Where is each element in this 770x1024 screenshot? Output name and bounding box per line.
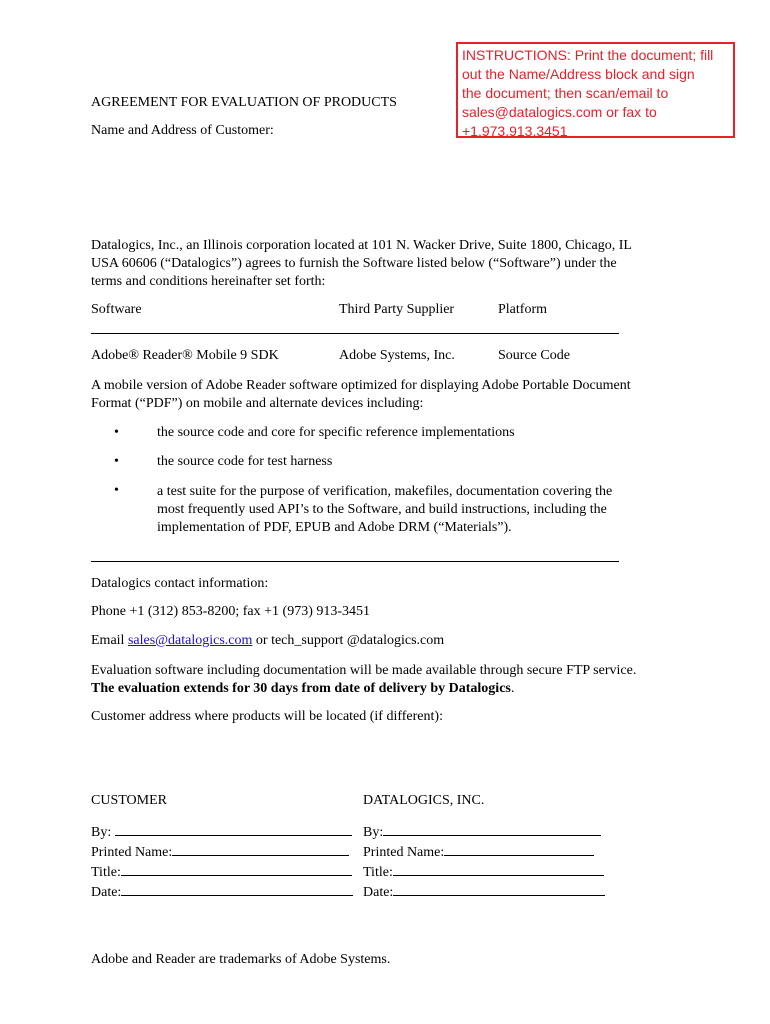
instructions-line: INSTRUCTIONS: Print the document; fill bbox=[462, 47, 714, 63]
table-cell-supplier: Adobe Systems, Inc. bbox=[339, 348, 455, 363]
signature-line bbox=[393, 882, 605, 896]
field-label: By: bbox=[363, 825, 384, 840]
signature-line bbox=[115, 822, 352, 836]
contact-email bbox=[91, 633, 444, 649]
bullet-item: the source code for test harness bbox=[157, 454, 333, 469]
table-cell-platform: Source Code bbox=[498, 348, 570, 363]
description-line: Format (“PDF”) on mobile and alternate devices including: bbox=[91, 396, 424, 411]
intro-line: USA 60606 (“Datalogics”) agrees to furnish the Software listed below (“Software”) under the bbox=[91, 256, 617, 271]
customer-signature-block bbox=[91, 822, 353, 902]
customer-date-field[interactable] bbox=[91, 882, 353, 902]
field-label: Date: bbox=[91, 885, 122, 900]
intro-paragraph bbox=[91, 237, 632, 291]
evaluation-paragraph bbox=[91, 662, 636, 698]
instructions-line: out the Name/Address block and sign bbox=[462, 66, 695, 82]
bullet-item-line: implementation of PDF, EPUB and Adobe DRM (“Materials”). bbox=[157, 520, 512, 535]
table-header-software: Software bbox=[91, 302, 142, 317]
signature-line bbox=[172, 842, 349, 856]
document-title: AGREEMENT FOR EVALUATION OF PRODUCTS bbox=[91, 95, 397, 110]
bullet-icon: • bbox=[114, 483, 119, 498]
bullet-item-line: a test suite for the purpose of verification, makefiles, documentation covering the bbox=[157, 484, 613, 499]
bullet-icon: • bbox=[114, 454, 119, 469]
table-header-platform: Platform bbox=[498, 302, 547, 317]
datalogics-heading: DATALOGICS, INC. bbox=[363, 793, 485, 808]
signature-line bbox=[121, 862, 352, 876]
field-label: Date: bbox=[363, 885, 394, 900]
datalogics-by-field[interactable] bbox=[363, 822, 605, 842]
bullet-item: the source code and core for specific reference implementations bbox=[157, 425, 515, 440]
table-cell-software: Adobe® Reader® Mobile 9 SDK bbox=[91, 348, 279, 363]
evaluation-line bbox=[91, 680, 636, 698]
bullet-item-line: most frequently used API’s to the Software, and build instructions, including the bbox=[157, 502, 607, 517]
instructions-line: sales@datalogics.com or fax to bbox=[462, 104, 657, 120]
email-suffix: or tech_support @datalogics.com bbox=[252, 633, 445, 648]
signature-line bbox=[383, 822, 601, 836]
datalogics-signature-block bbox=[363, 822, 605, 902]
datalogics-title-field[interactable] bbox=[363, 862, 605, 882]
intro-line: terms and conditions hereinafter set forth: bbox=[91, 274, 326, 289]
customer-by-field[interactable] bbox=[91, 822, 353, 842]
email-prefix: Email bbox=[91, 633, 128, 648]
customer-title-field[interactable] bbox=[91, 862, 353, 882]
name-address-label: Name and Address of Customer: bbox=[91, 123, 274, 138]
customer-printed-name-field[interactable] bbox=[91, 842, 353, 862]
bullet-icon: • bbox=[114, 425, 119, 440]
field-label: Printed Name: bbox=[91, 845, 173, 860]
signature-line bbox=[444, 842, 594, 856]
description-line: A mobile version of Adobe Reader software optimized for displaying Adobe Portable Document bbox=[91, 378, 631, 393]
contact-heading: Datalogics contact information: bbox=[91, 576, 269, 591]
trademark-footer: Adobe and Reader are trademarks of Adobe Systems. bbox=[91, 952, 391, 967]
evaluation-line: Evaluation software including documentation will be made available through secure FTP service. bbox=[91, 663, 637, 678]
field-label: Title: bbox=[363, 865, 393, 880]
bullet-item bbox=[157, 483, 612, 537]
instructions-line: +1.973.913.3451 bbox=[462, 123, 568, 139]
field-label: Title: bbox=[91, 865, 121, 880]
intro-line: Datalogics, Inc., an Illinois corporation located at 101 N. Wacker Drive, Suite 1800, Chicago, IL bbox=[91, 238, 632, 253]
signature-line bbox=[121, 882, 353, 896]
signature-line bbox=[393, 862, 604, 876]
field-label: Printed Name: bbox=[363, 845, 445, 860]
evaluation-bold-text: The evaluation extends for 30 days from date of delivery by Datalogics bbox=[91, 681, 511, 696]
instructions-box bbox=[456, 42, 735, 138]
field-label: By: bbox=[91, 825, 115, 840]
divider bbox=[91, 333, 619, 334]
instructions-line: the document; then scan/email to bbox=[462, 85, 669, 101]
description-paragraph bbox=[91, 377, 631, 413]
contact-phone: Phone +1 (312) 853-8200; fax +1 (973) 913-3451 bbox=[91, 604, 371, 619]
datalogics-printed-name-field[interactable] bbox=[363, 842, 605, 862]
customer-heading: CUSTOMER bbox=[91, 793, 167, 808]
divider bbox=[91, 561, 619, 562]
datalogics-date-field[interactable] bbox=[363, 882, 605, 902]
sales-email-link[interactable]: sales@datalogics.com bbox=[127, 633, 253, 648]
customer-address-label: Customer address where products will be located (if different): bbox=[91, 709, 443, 724]
table-header-supplier: Third Party Supplier bbox=[339, 302, 455, 317]
evaluation-suffix: . bbox=[510, 681, 515, 696]
